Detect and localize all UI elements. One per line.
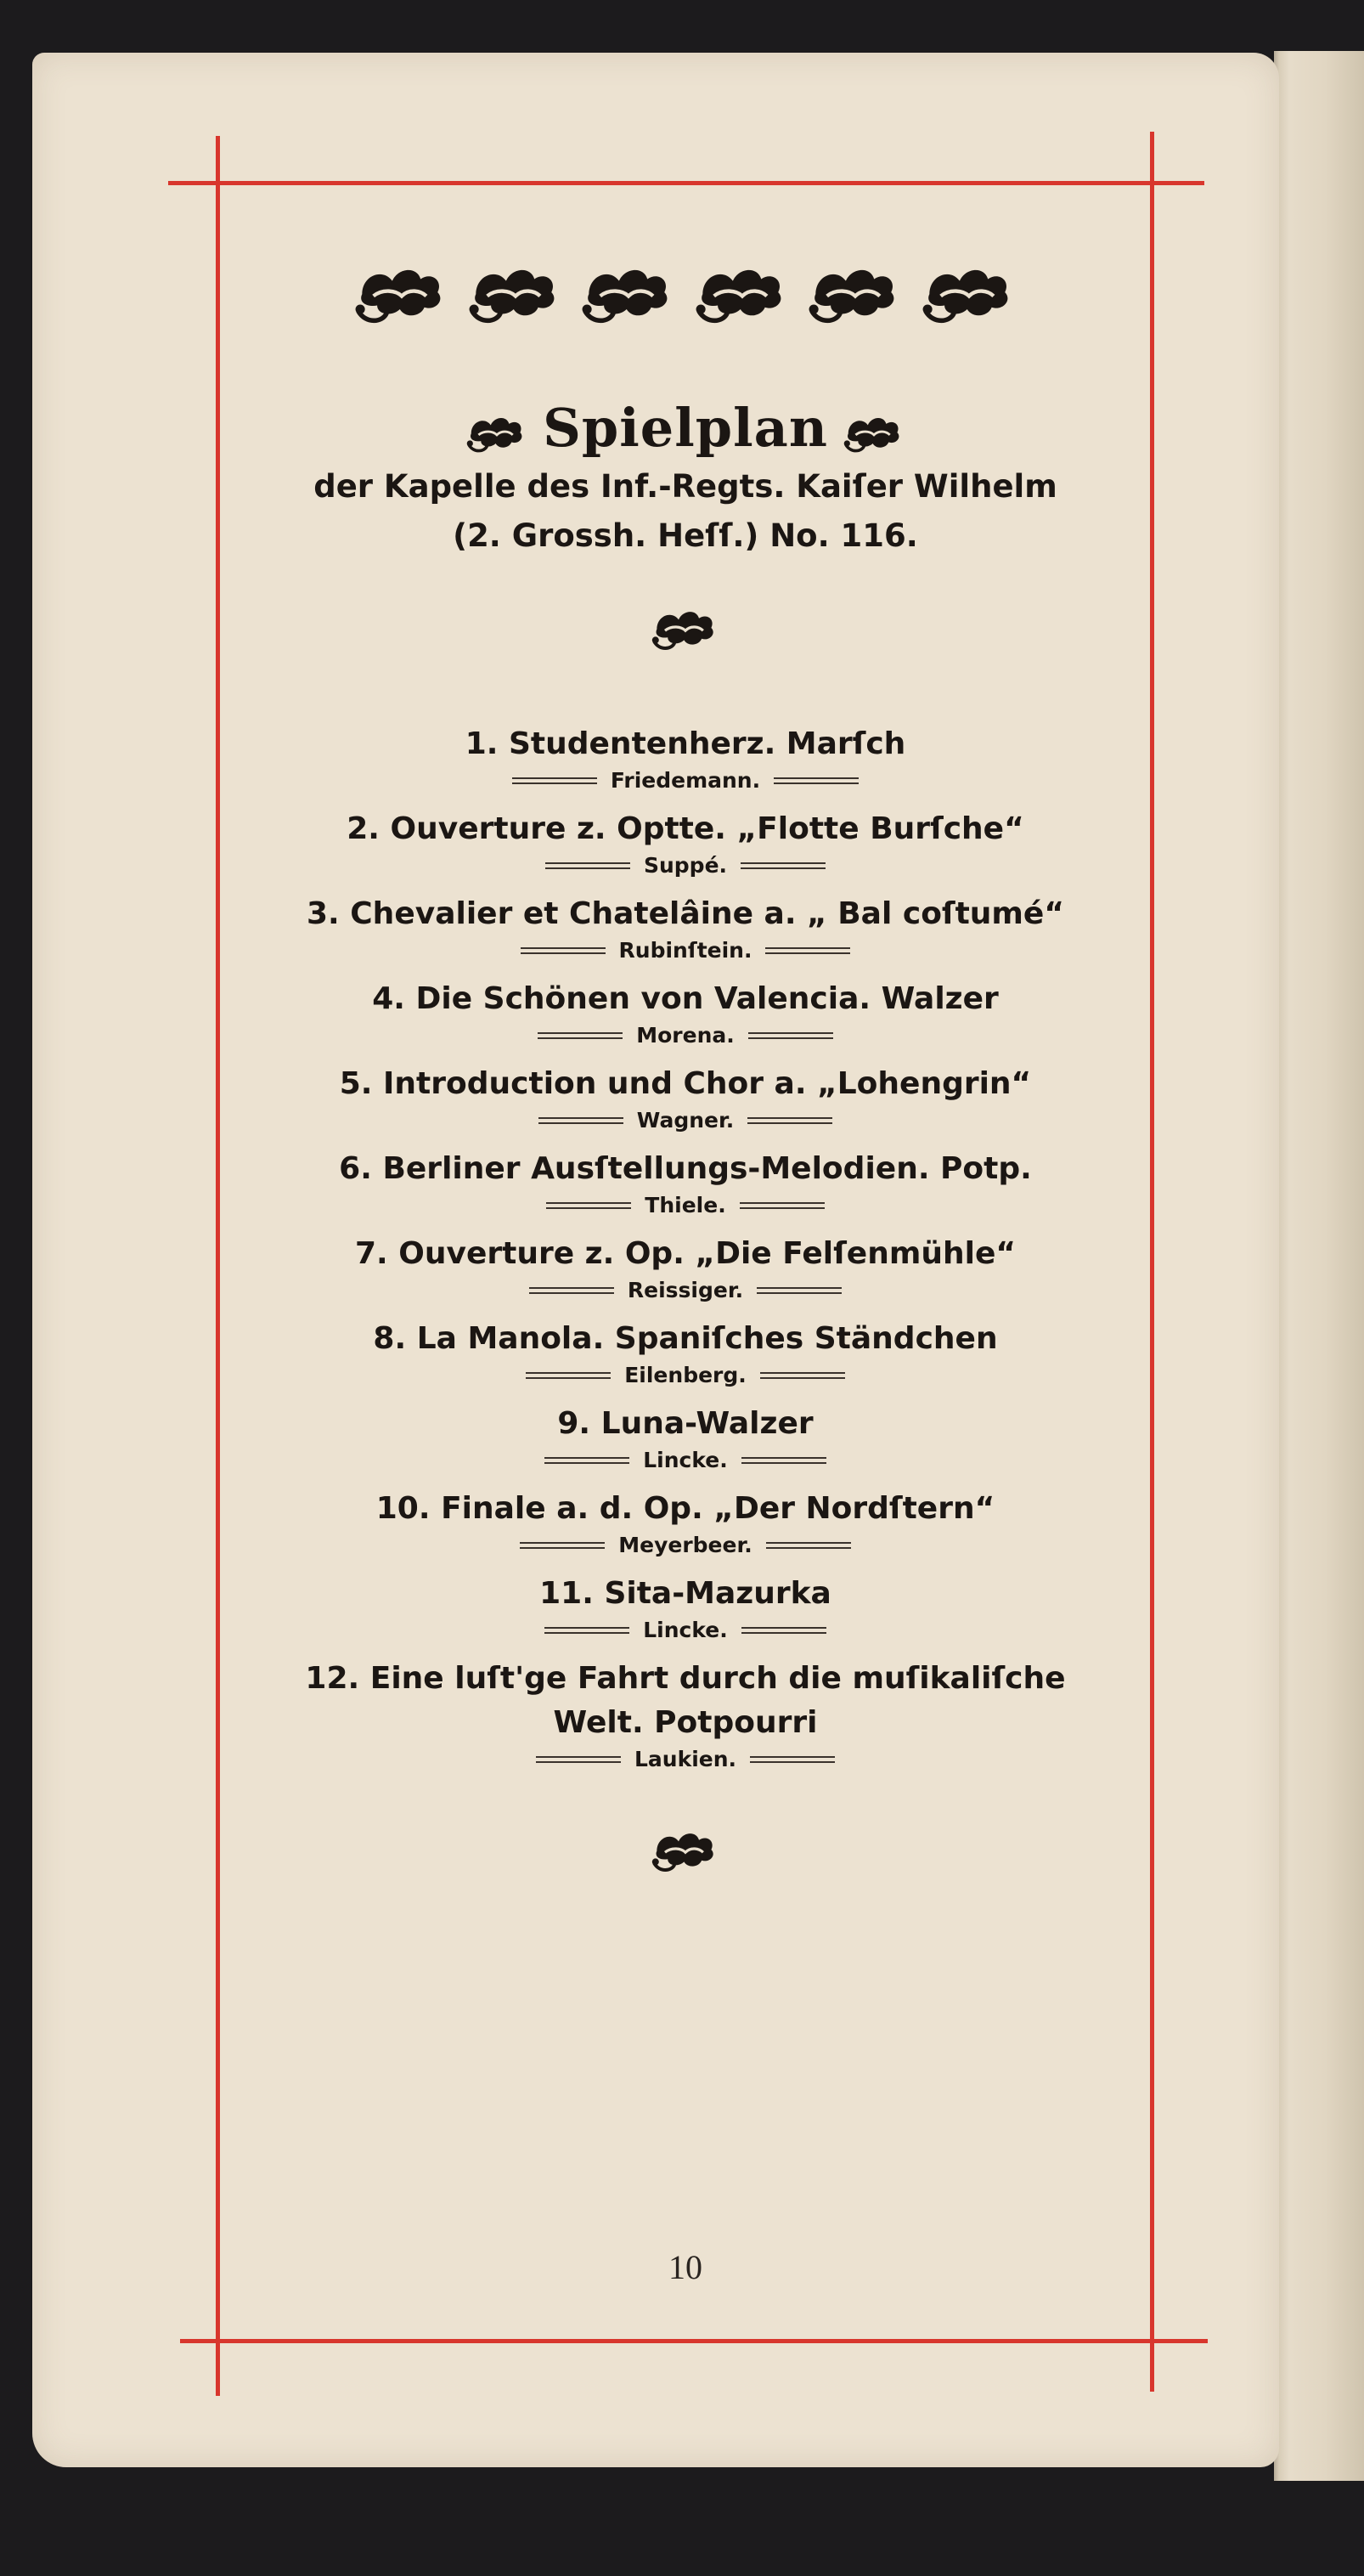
item-number: 2. (347, 811, 380, 846)
item-number: 1. (465, 726, 499, 761)
double-rule (521, 947, 606, 954)
programme-item (223, 1317, 1148, 1390)
item-number: 11. (539, 1576, 594, 1611)
item-title: Sita-Mazurka (604, 1576, 831, 1611)
vine-ornament-icon (581, 258, 676, 326)
item-number: 9. (557, 1406, 591, 1441)
item-title: Eine luſt'ge Fahrt durch die muſikaliſche (369, 1661, 1066, 1696)
frame-rule-right (1150, 132, 1154, 2392)
vine-ornament-icon (808, 258, 903, 326)
composer-line (223, 1191, 1148, 1220)
item-title: Ouverture z. Op. „Die Felſenmühle“ (398, 1236, 1017, 1271)
piece-title (223, 722, 1148, 766)
piece-title (223, 1572, 1148, 1616)
composer-name: Meyerbeer. (618, 1533, 752, 1557)
double-rule (757, 1287, 842, 1294)
item-number: 10. (375, 1491, 431, 1526)
double-rule (747, 1117, 832, 1124)
double-rule (766, 1542, 851, 1549)
double-rule (526, 1372, 611, 1379)
programme-item (223, 807, 1148, 880)
vine-ornament-icon (843, 410, 905, 455)
frame-rule-top (168, 181, 1204, 185)
subtitle-line: (2. Grossh. Heſſ.) No. 116. (453, 517, 918, 554)
double-rule (529, 1287, 614, 1294)
composer-name: Lincke. (643, 1448, 728, 1472)
piece-title (223, 1487, 1148, 1531)
double-rule (748, 1032, 833, 1039)
item-number: 8. (373, 1321, 407, 1356)
item-number: 12. (305, 1661, 360, 1696)
piece-title (223, 1147, 1148, 1191)
title-text: Spielplan (543, 397, 828, 459)
item-title: Finale a. d. Op. „Der Nordſtern“ (441, 1491, 995, 1526)
frame-rule-left (216, 136, 220, 2396)
composer-line (223, 936, 1148, 965)
double-rule (765, 947, 850, 954)
composer-line (223, 1745, 1148, 1774)
piece-title (223, 1062, 1148, 1106)
composer-name: Wagner. (636, 1108, 735, 1133)
vine-ornament-icon (468, 258, 563, 326)
ornament-row (223, 258, 1148, 335)
page-title (223, 394, 1148, 462)
composer-line (223, 1616, 1148, 1645)
double-rule (741, 862, 826, 869)
double-rule (741, 1627, 826, 1634)
double-rule (545, 862, 630, 869)
programme-content (223, 187, 1148, 1893)
composer-name: Eilenberg. (624, 1363, 747, 1387)
composer-name: Lincke. (643, 1618, 728, 1642)
composer-line (223, 1021, 1148, 1050)
subtitle-line: der Kapelle des Inf.-Regts. Kaiſer Wilhelm (313, 468, 1057, 505)
double-rule (538, 1117, 623, 1124)
composer-name: Rubinſtein. (618, 938, 752, 963)
item-title: Studentenherz. Marſch (508, 726, 906, 761)
item-number: 3. (306, 896, 340, 931)
composer-line (223, 766, 1148, 795)
adjacent-page-edge (1274, 51, 1364, 2481)
programme-item (223, 1062, 1148, 1135)
end-ornament (223, 1825, 1148, 1893)
item-title: Chevalier et Chatelâine a. „ Bal coſtumé“ (350, 896, 1065, 931)
programme-item (223, 1572, 1148, 1645)
double-rule (760, 1372, 845, 1379)
item-title: La Manola. Spaniſches Ständchen (416, 1321, 998, 1356)
programme-item (223, 1232, 1148, 1305)
double-rule (740, 1202, 825, 1209)
programme-list (223, 722, 1148, 1774)
item-number: 6. (339, 1151, 372, 1186)
composer-name: Morena. (636, 1023, 735, 1048)
composer-line (223, 1361, 1148, 1390)
double-rule (544, 1457, 629, 1464)
double-rule (544, 1627, 629, 1634)
piece-title-continued: Welt. Potpourri (553, 1705, 818, 1740)
piece-title (223, 1317, 1148, 1361)
double-rule (520, 1542, 605, 1549)
item-number: 4. (372, 981, 405, 1016)
double-rule (512, 777, 597, 784)
programme-item (223, 1147, 1148, 1220)
frame-rule-bottom (180, 2339, 1208, 2343)
vine-ornament-icon (695, 258, 790, 326)
programme-item (223, 977, 1148, 1050)
composer-name: Laukien. (634, 1747, 737, 1771)
item-title: Berliner Ausſtellungs-Melodien. Potp. (382, 1151, 1032, 1186)
programme-item (223, 1657, 1148, 1774)
item-title: Ouverture z. Optte. „Flotte Burſche“ (390, 811, 1024, 846)
vine-ornament-icon (466, 410, 527, 455)
divider-ornament (223, 603, 1148, 671)
item-title: Introduction und Chor a. „Lohengrin“ (383, 1066, 1032, 1101)
composer-name: Suppé. (643, 853, 728, 878)
double-rule (741, 1457, 826, 1464)
composer-line (223, 1531, 1148, 1560)
composer-name: Friedemann. (610, 768, 761, 793)
programme-item (223, 722, 1148, 795)
double-rule (774, 777, 859, 784)
double-rule (750, 1756, 835, 1763)
composer-name: Reissiger. (627, 1278, 744, 1302)
item-number: 7. (354, 1236, 388, 1271)
composer-line (223, 851, 1148, 880)
vine-ornament-icon (651, 603, 719, 652)
composer-line (223, 1446, 1148, 1475)
double-rule (546, 1202, 631, 1209)
vine-ornament-icon (651, 1825, 719, 1874)
programme-item (223, 1402, 1148, 1475)
piece-title (223, 977, 1148, 1021)
page-number: 10 (668, 2248, 702, 2286)
double-rule (536, 1756, 621, 1763)
item-title: Luna-Walzer (600, 1406, 814, 1441)
vine-ornament-icon (354, 258, 449, 326)
item-title: Die Schönen von Valencia. Walzer (415, 981, 999, 1016)
piece-title (223, 892, 1148, 936)
composer-line (223, 1276, 1148, 1305)
piece-title (223, 1657, 1148, 1701)
piece-title (223, 807, 1148, 851)
piece-title (223, 1232, 1148, 1276)
composer-line (223, 1106, 1148, 1135)
item-number: 5. (339, 1066, 373, 1101)
composer-name: Thiele. (645, 1193, 726, 1217)
piece-title (223, 1402, 1148, 1446)
double-rule (538, 1032, 623, 1039)
programme-item (223, 892, 1148, 965)
programme-item (223, 1487, 1148, 1560)
vine-ornament-icon (922, 258, 1017, 326)
